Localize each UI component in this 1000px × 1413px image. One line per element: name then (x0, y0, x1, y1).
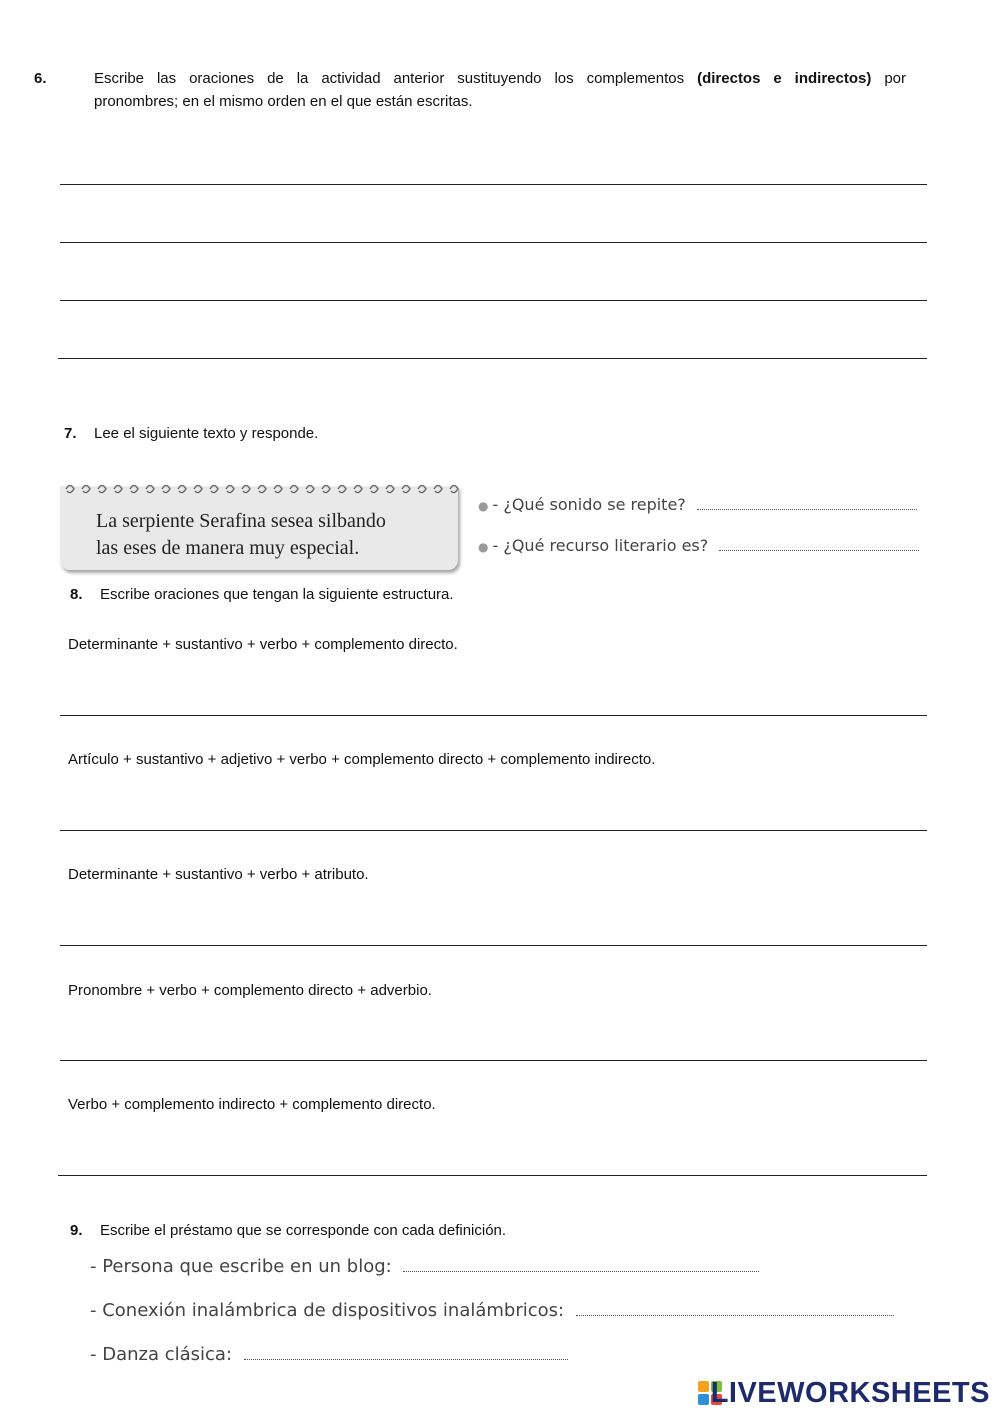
bullet-icon: ● (478, 540, 489, 554)
answer-field-loan-2[interactable] (576, 1303, 894, 1316)
answer-line-8-2[interactable] (60, 830, 927, 831)
question-9-number: 9. (70, 1222, 83, 1239)
question-9-text: Escribe el préstamo que se corresponde con cada definición. (100, 1222, 507, 1239)
decorative-wave-border (60, 480, 460, 498)
loan-item-2 (90, 1300, 894, 1321)
answer-line-8-1[interactable] (60, 715, 927, 716)
answer-line-6-2[interactable] (60, 242, 927, 243)
answer-field-loan-3[interactable] (244, 1347, 568, 1360)
question-6-bold-text: (directos e indirectos) (697, 70, 872, 87)
loan-item-2-label: - Conexión inalámbrica de dispositivos inalámbricos: (90, 1300, 565, 1321)
answer-field-loan-1[interactable] (403, 1259, 759, 1272)
structure-5: Verbo + complemento indirecto + complemento directo. (68, 1096, 436, 1113)
question-8-text: Escribe oraciones que tengan la siguiente estructura. (100, 586, 454, 603)
question-8-number: 8. (70, 586, 83, 603)
loan-item-1 (90, 1256, 759, 1277)
question-7-resource-label: - ¿Qué recurso literario es? (492, 536, 709, 555)
answer-line-8-5[interactable] (58, 1175, 927, 1176)
question-7 (64, 422, 318, 445)
question-7-resource (478, 536, 919, 555)
structure-2: Artículo + sustantivo + adjetivo + verbo + complemento directo + complemento indirecto. (68, 751, 656, 768)
structure-3: Determinante + sustantivo + verbo + atributo. (68, 866, 369, 883)
answer-line-6-3[interactable] (60, 300, 927, 301)
loan-item-3-label: - Danza clásica: (90, 1344, 233, 1365)
question-6-number: 6. (34, 70, 47, 87)
quote-text (96, 508, 386, 562)
question-9 (70, 1219, 506, 1242)
question-6 (34, 67, 906, 113)
question-7-sound (478, 495, 917, 514)
structure-4: Pronombre + verbo + complemento directo + adverbio. (68, 982, 432, 999)
quote-line-1: La serpiente Serafina sesea silbando (96, 510, 386, 532)
quote-line-2: las eses de manera muy especial. (96, 537, 360, 559)
question-8 (70, 583, 454, 606)
liveworksheets-brand: LIVEWORKSHEETS (710, 1377, 990, 1409)
answer-line-8-3[interactable] (60, 945, 927, 946)
structure-1: Determinante + sustantivo + verbo + complemento directo. (68, 636, 458, 653)
loan-item-3 (90, 1344, 568, 1365)
question-6-text: Escribe las oraciones de la actividad anterior sustituyendo los complementos (94, 70, 685, 87)
question-7-text: Lee el siguiente texto y responde. (94, 425, 319, 442)
question-6-text-line2: pronombres; en el mismo orden en el que están escritas. (94, 93, 473, 110)
answer-field-sound[interactable] (697, 497, 917, 510)
answer-line-6-4[interactable] (58, 358, 927, 359)
loan-item-1-label: - Persona que escribe en un blog: (90, 1256, 392, 1277)
quote-box (60, 486, 458, 570)
question-6-text-end: por (884, 70, 906, 87)
question-7-number: 7. (64, 425, 77, 442)
answer-line-6-1[interactable] (60, 184, 927, 185)
bullet-icon: ● (478, 499, 489, 513)
question-7-sound-label: - ¿Qué sonido se repite? (492, 495, 686, 514)
answer-field-resource[interactable] (719, 538, 919, 551)
answer-line-8-4[interactable] (60, 1060, 927, 1061)
